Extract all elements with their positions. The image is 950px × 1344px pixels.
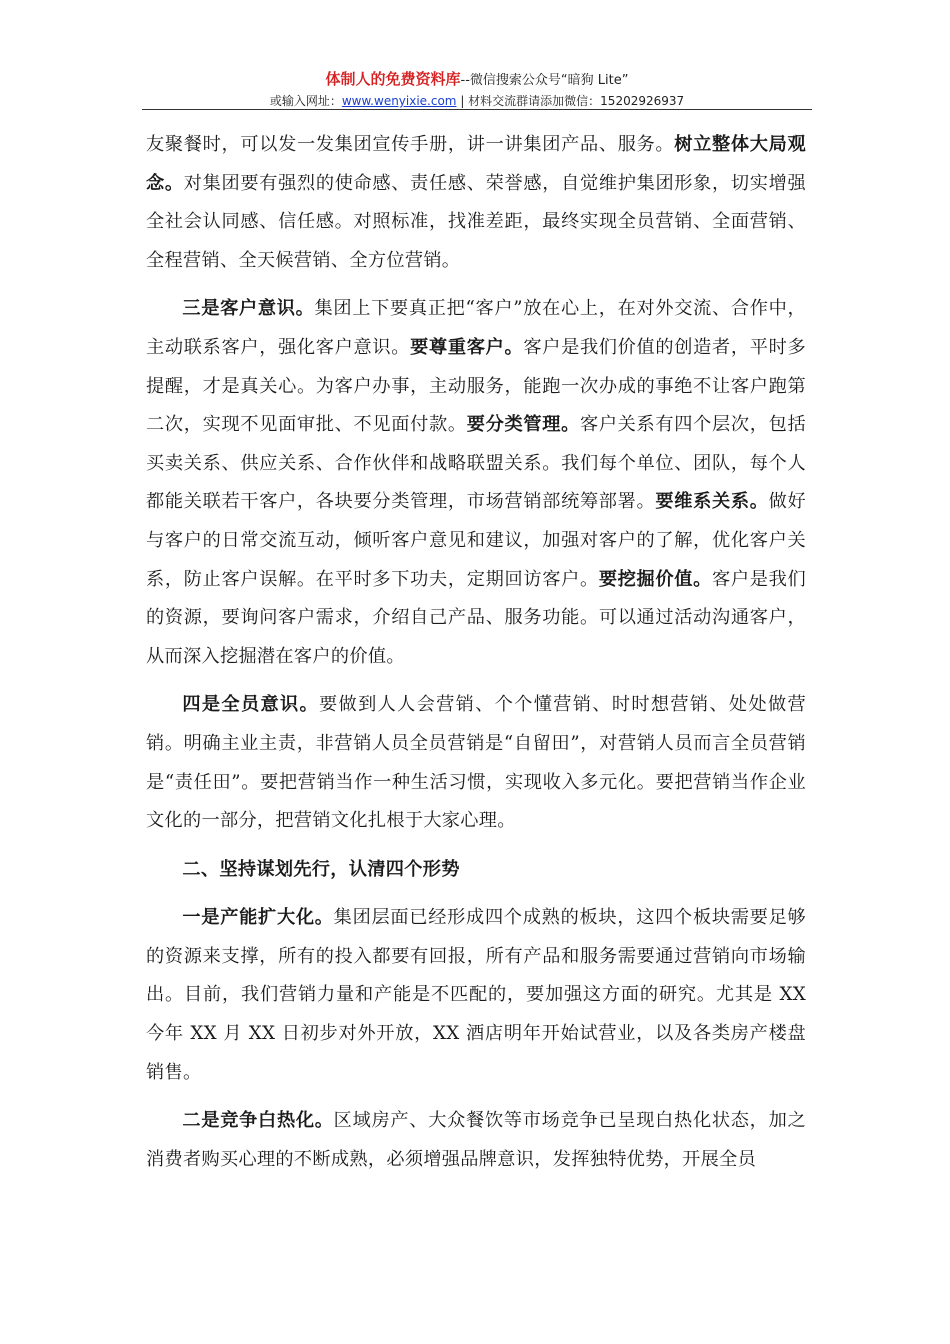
header-title-line [142,70,812,90]
brand-title: 体制人的免费资料库 [325,70,461,88]
paragraph-text: 友聚餐时，可以发一发集团宣传手册，讲一讲集团产品、服务。 [146,134,675,155]
emphasis-text: 要挖掘价值。 [598,568,713,590]
contact-info: | 材料交流群请添加微信：15202926937 [456,94,685,108]
paragraph-text: 客户是我们价值的创造者，平时多提醒，才是真关心。为客户办事，主动服务，能跑一次办成的事绝不让客户跑第二次，实现不见面审批、不见面付款。 [146,336,806,436]
body-paragraph [146,290,806,676]
paragraph-text: 区域房产、大众餐饮等市场竞争已呈现白热化状态，加之消费者购买心理的不断成熟，必须增强品牌意识，发挥独特优势，开展全员 [146,1110,806,1170]
paragraph-text: 二、坚持谋划先行，认清四个形势 [182,858,460,880]
emphasis-text: 一是产能扩大化。 [182,907,334,929]
emphasis-text: 要分类管理。 [466,414,580,436]
emphasis-text: 三是客户意识。 [182,298,315,320]
site-link[interactable]: www.wenyixie.com [341,94,457,108]
header-tagline: --微信搜索公众号“暗狗 Lite” [460,73,629,88]
body-paragraph [146,686,806,840]
paragraph-text: 集团上下要真正把“客户”放在心上，在对外交流、合作中，主动联系客户，强化客户意识。 [146,298,806,358]
body-paragraph [146,1102,806,1179]
header-divider [142,109,812,110]
emphasis-text: 四是全员意识。 [182,694,320,716]
paragraph-text: 客户关系有四个层次，包括买卖关系、供应关系、合作伙伴和战略联盟关系。我们每个单位、团队，每个人都能关联若干客户，各块要分类管理，市场营销部统筹部署。 [146,414,806,513]
page-header [142,70,812,110]
paragraph-text: 客户是我们的资源，要询问客户需求，介绍自己产品、服务功能。可以通过活动沟通客户，从而深入挖掘潜在客户的价值。 [146,568,806,667]
emphasis-text: 树立整体大局观念。 [146,134,806,194]
emphasis-text: 要维系关系。 [655,491,769,513]
emphasis-text: 要尊重客户。 [410,336,524,358]
paragraph-text: 集团层面已经形成四个成熟的板块，这四个板块需要足够的资源来支撑，所有的投入都要有回报，所有产品和服务需要通过营销向市场输出。目前，我们营销力量和产能是不匹配的，要加强这方面的研究。尤其是 XX 今年 XX 月 XX 日初步对外开放，XX 酒店明年开始试营业，以及各类房产楼盘销售。 [146,907,806,1083]
site-prefix: 或输入网址： [269,94,342,108]
document-body [146,126,806,1179]
paragraph-text: 做好与客户的日常交流互动，倾听客户意见和建议，加强对客户的了解，优化客户关系，防止客户误解。在平时多下功夫，定期回访客户。 [146,491,806,590]
body-paragraph [146,126,806,280]
emphasis-text: 二是竞争白热化。 [182,1110,334,1132]
header-contact-line [142,92,812,110]
paragraph-text: 要做到人人会营销、个个懂营销、时时想营销、处处做营销。明确主业主责，非营销人员全员营销是“自留田”，对营销人员而言全员营销是“责任田”。要把营销当作一种生活习惯，实现收入多元化。要把营销当作企业文化的一部分，把营销文化扎根于大家心理。 [146,694,806,832]
paragraph-text: 对集团要有强烈的使命感、责任感、荣誉感，自觉维护集团形象，切实增强全社会认同感、信任感。对照标准，找准差距，最终实现全员营销、全面营销、全程营销、全天候营销、全方位营销。 [146,172,806,271]
body-paragraph [146,899,806,1092]
section-heading [146,851,806,890]
